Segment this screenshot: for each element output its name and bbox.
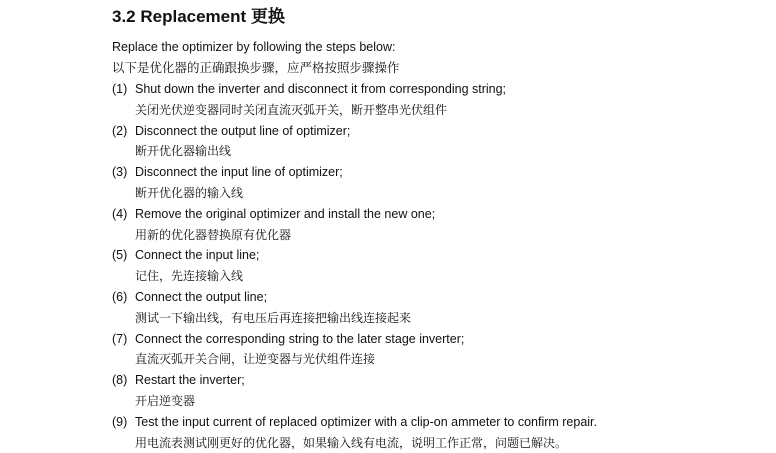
- step-7: [112, 329, 772, 371]
- step-text-zh: 开启逆变器: [135, 393, 196, 408]
- step-number: (8): [112, 373, 128, 388]
- step-number: (1): [112, 82, 128, 96]
- step-8: [112, 370, 772, 412]
- step-text-en: Connect the corresponding string to the later stage inverter;: [135, 331, 465, 346]
- step-1: [112, 79, 772, 121]
- step-2: [112, 121, 772, 163]
- step-text-zh: 测试一下输出线，有电压后再连接把输出线连接起来: [135, 310, 412, 325]
- step-number: (4): [112, 206, 128, 221]
- step-text-en: Restart the inverter;: [135, 373, 245, 388]
- step-number: (3): [112, 165, 128, 180]
- step-number: (5): [112, 248, 128, 263]
- step-text-zh: 关闭光伏逆变器同时关闭直流灭弧开关，断开整串光伏组件: [135, 102, 448, 117]
- step-text-zh: 断开优化器输出线: [135, 144, 232, 159]
- step-text-en: Connect the input line;: [135, 248, 260, 263]
- step-number: (7): [112, 331, 128, 346]
- step-number: (6): [112, 289, 128, 304]
- intro-paragraph: [112, 37, 400, 78]
- step-text-en: Shut down the inverter and disconnect it from corresponding string;: [135, 82, 507, 96]
- step-3: [112, 162, 772, 204]
- step-number: (9): [112, 414, 128, 429]
- step-text-en: Disconnect the output line of optimizer;: [135, 123, 351, 138]
- intro-en: Replace the optimizer by following the steps below:: [112, 40, 396, 54]
- section-title-zh: 更换: [250, 7, 285, 27]
- section-heading: [112, 2, 285, 27]
- step-text-zh: 直流灭弧开关合闸，让逆变器与光伏组件连接: [135, 352, 376, 367]
- step-6: [112, 287, 772, 329]
- step-text-en: Test the input current of replaced optimizer with a clip-on ammeter to confirm repair.: [135, 414, 598, 429]
- section-title-en: 3.2 Replacement: [112, 7, 247, 26]
- step-text-en: Remove the original optimizer and install the new one;: [135, 206, 436, 221]
- step-number: (2): [112, 123, 128, 138]
- step-text-zh: 记住，先连接输入线: [135, 269, 244, 284]
- step-4: [112, 204, 772, 246]
- step-text-zh: 断开优化器的输入线: [135, 185, 244, 200]
- intro-zh: 以下是优化器的正确跟换步骤，应严格按照步骤操作: [112, 59, 400, 75]
- step-text-en: Disconnect the input line of optimizer;: [135, 165, 343, 180]
- step-text-zh: 用电流表测试刚更好的优化器，如果输入线有电流，说明工作正常，问题已解决。: [135, 435, 568, 450]
- step-5: [112, 245, 772, 287]
- step-text-en: Connect the output line;: [135, 289, 268, 304]
- steps-list: [112, 79, 772, 453]
- step-9: [112, 412, 772, 453]
- step-text-zh: 用新的优化器替换原有优化器: [135, 227, 292, 242]
